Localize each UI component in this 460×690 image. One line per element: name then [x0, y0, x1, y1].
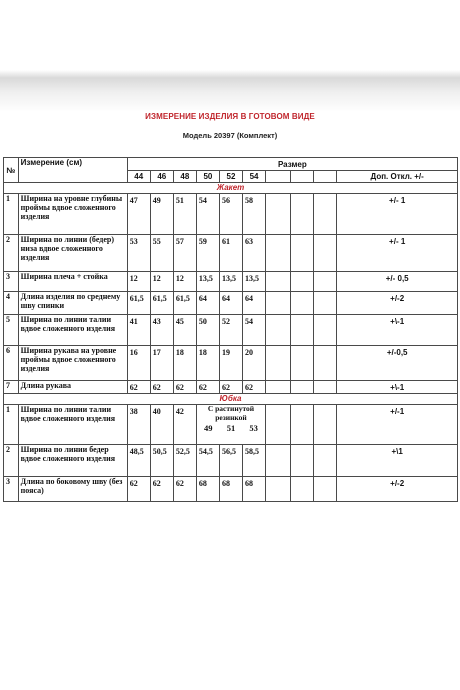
empty-cell — [314, 346, 337, 381]
row-number: 7 — [4, 381, 19, 394]
value-cell: 62 — [243, 381, 266, 394]
section-title-jacket: Жакет — [4, 183, 458, 194]
empty-cell — [314, 292, 337, 315]
header-number: № — [4, 158, 19, 183]
table-row — [4, 405, 458, 445]
empty-cell — [314, 445, 337, 477]
value-cell: 62 — [196, 381, 219, 394]
empty-cell — [266, 381, 291, 394]
value-cell: 68 — [219, 477, 242, 502]
section-row-jacket — [4, 183, 458, 194]
row-name: Ширина на уровне глубины проймы вдвое сложенного изделия — [18, 194, 127, 235]
value-cell: 43 — [150, 315, 173, 346]
row-name: Ширина по линии талии вдвое сложенного изделия — [18, 315, 127, 346]
value-cell: 13,5 — [243, 272, 266, 292]
value-cell: 56,5 — [219, 445, 242, 477]
empty-cell — [291, 477, 314, 502]
size-44: 44 — [127, 171, 150, 183]
table-row — [4, 272, 458, 292]
section-title-skirt: Юбка — [4, 394, 458, 405]
value-cell: 53 — [127, 235, 150, 272]
value-cell: 61,5 — [127, 292, 150, 315]
empty-cell — [266, 405, 291, 445]
empty-cell — [314, 235, 337, 272]
elastic-value: 49 — [203, 423, 213, 433]
tolerance-cell: +\-1 — [337, 315, 458, 346]
empty-cell — [291, 292, 314, 315]
empty-cell — [291, 445, 314, 477]
value-cell: 63 — [243, 235, 266, 272]
table-row — [4, 477, 458, 502]
model-line: Модель 20397 (Комплект) — [182, 131, 278, 140]
row-number: 1 — [4, 194, 19, 235]
value-cell: 61,5 — [150, 292, 173, 315]
value-cell: 61,5 — [173, 292, 196, 315]
empty-cell — [314, 272, 337, 292]
size-48: 48 — [173, 171, 196, 183]
empty-cell — [266, 346, 291, 381]
elastic-value: 51 — [226, 423, 236, 433]
row-number: 4 — [4, 292, 19, 315]
value-cell: 12 — [173, 272, 196, 292]
tolerance-cell: +\1 — [337, 445, 458, 477]
value-cell: 13,5 — [219, 272, 242, 292]
measurement-table — [3, 157, 458, 502]
empty-cell — [266, 235, 291, 272]
empty-cell — [266, 292, 291, 315]
value-cell: 54 — [243, 315, 266, 346]
value-cell: 55 — [150, 235, 173, 272]
empty-cell — [314, 315, 337, 346]
table-row — [4, 315, 458, 346]
value-cell: 62 — [150, 477, 173, 502]
value-cell: 62 — [173, 381, 196, 394]
value-cell: 56 — [219, 194, 242, 235]
row-name: Ширина по линии бедер вдвое сложенного изделия — [18, 445, 127, 477]
row-name: Длина рукава — [18, 381, 127, 394]
row-number: 5 — [4, 315, 19, 346]
value-cell: 49 — [150, 194, 173, 235]
header-tolerance: Доп. Откл. +/- — [337, 171, 458, 183]
elastic-value: 53 — [249, 423, 258, 433]
value-cell: 61 — [219, 235, 242, 272]
row-name: Ширина плеча + стойка — [18, 272, 127, 292]
empty-cell — [291, 171, 314, 183]
table-row — [4, 381, 458, 394]
tolerance-cell: +/-1 — [337, 405, 458, 445]
size-54: 54 — [243, 171, 266, 183]
empty-cell — [314, 194, 337, 235]
value-cell: 62 — [127, 477, 150, 502]
tolerance-cell: +/-2 — [337, 477, 458, 502]
value-cell: 17 — [150, 346, 173, 381]
empty-cell — [314, 405, 337, 445]
empty-cell — [266, 171, 291, 183]
header-size: Размер — [127, 158, 457, 171]
empty-cell — [291, 381, 314, 394]
value-cell: 13,5 — [196, 272, 219, 292]
tolerance-cell: +/- 1 — [337, 235, 458, 272]
empty-cell — [266, 194, 291, 235]
value-cell: 12 — [127, 272, 150, 292]
value-cell: 54,5 — [196, 445, 219, 477]
row-name: Ширина по линии талии вдвое сложенного изделия — [18, 405, 127, 445]
value-cell: 54 — [196, 194, 219, 235]
header-measurement: Измерение (см) — [18, 158, 127, 183]
row-number: 6 — [4, 346, 19, 381]
value-cell: 45 — [173, 315, 196, 346]
value-cell: 58,5 — [243, 445, 266, 477]
empty-cell — [266, 477, 291, 502]
empty-cell — [291, 315, 314, 346]
row-name: Длина по боковому шву (без пояса) — [18, 477, 127, 502]
value-cell: 50,5 — [150, 445, 173, 477]
empty-cell — [314, 477, 337, 502]
row-number: 2 — [4, 445, 19, 477]
value-cell: 20 — [243, 346, 266, 381]
document-title: ИЗМЕРЕНИЕ ИЗДЕЛИЯ В ГОТОВОМ ВИДЕ — [145, 112, 315, 121]
value-cell: 38 — [127, 405, 150, 445]
value-cell: 52 — [219, 315, 242, 346]
value-cell: 52,5 — [173, 445, 196, 477]
tolerance-cell: +/- 0,5 — [337, 272, 458, 292]
table-row — [4, 235, 458, 272]
value-cell: 58 — [243, 194, 266, 235]
empty-cell — [291, 235, 314, 272]
photo-top-shadow — [0, 0, 460, 112]
empty-cell — [314, 381, 337, 394]
value-cell: 19 — [219, 346, 242, 381]
empty-cell — [314, 171, 337, 183]
row-name: Ширина по линии (бедер) низа вдвое сложенного изделия — [18, 235, 127, 272]
header-row — [4, 158, 458, 171]
table-row — [4, 445, 458, 477]
empty-cell — [266, 445, 291, 477]
elastic-values — [197, 422, 265, 433]
tolerance-cell: +/-2 — [337, 292, 458, 315]
value-cell: 48,5 — [127, 445, 150, 477]
value-cell: 62 — [173, 477, 196, 502]
tolerance-cell: +/-0,5 — [337, 346, 458, 381]
value-cell: 51 — [173, 194, 196, 235]
elastic-label: С растинутой резинкой — [207, 404, 255, 422]
value-cell: 42 — [173, 405, 196, 445]
empty-cell — [266, 272, 291, 292]
row-number: 1 — [4, 405, 19, 445]
empty-cell — [291, 194, 314, 235]
table-row — [4, 194, 458, 235]
size-46: 46 — [150, 171, 173, 183]
elastic-cell — [196, 405, 265, 445]
value-cell: 47 — [127, 194, 150, 235]
row-number: 3 — [4, 477, 19, 502]
value-cell: 12 — [150, 272, 173, 292]
row-number: 3 — [4, 272, 19, 292]
tolerance-cell: +\-1 — [337, 381, 458, 394]
row-name: Длина изделия по среднему шву спинки — [18, 292, 127, 315]
row-number: 2 — [4, 235, 19, 272]
value-cell: 62 — [127, 381, 150, 394]
value-cell: 59 — [196, 235, 219, 272]
value-cell: 62 — [219, 381, 242, 394]
row-name: Ширина рукава на уровне проймы вдвое сложенного изделия — [18, 346, 127, 381]
value-cell: 62 — [150, 381, 173, 394]
value-cell: 16 — [127, 346, 150, 381]
empty-cell — [291, 346, 314, 381]
section-row-skirt — [4, 394, 458, 405]
value-cell: 64 — [243, 292, 266, 315]
empty-cell — [291, 272, 314, 292]
size-52: 52 — [219, 171, 242, 183]
value-cell: 64 — [219, 292, 242, 315]
tolerance-cell: +/- 1 — [337, 194, 458, 235]
value-cell: 40 — [150, 405, 173, 445]
value-cell: 57 — [173, 235, 196, 272]
value-cell: 41 — [127, 315, 150, 346]
value-cell: 18 — [196, 346, 219, 381]
value-cell: 50 — [196, 315, 219, 346]
empty-cell — [291, 405, 314, 445]
table-row — [4, 292, 458, 315]
value-cell: 68 — [243, 477, 266, 502]
size-50: 50 — [196, 171, 219, 183]
value-cell: 68 — [196, 477, 219, 502]
empty-cell — [266, 315, 291, 346]
value-cell: 64 — [196, 292, 219, 315]
value-cell: 18 — [173, 346, 196, 381]
table-row — [4, 346, 458, 381]
